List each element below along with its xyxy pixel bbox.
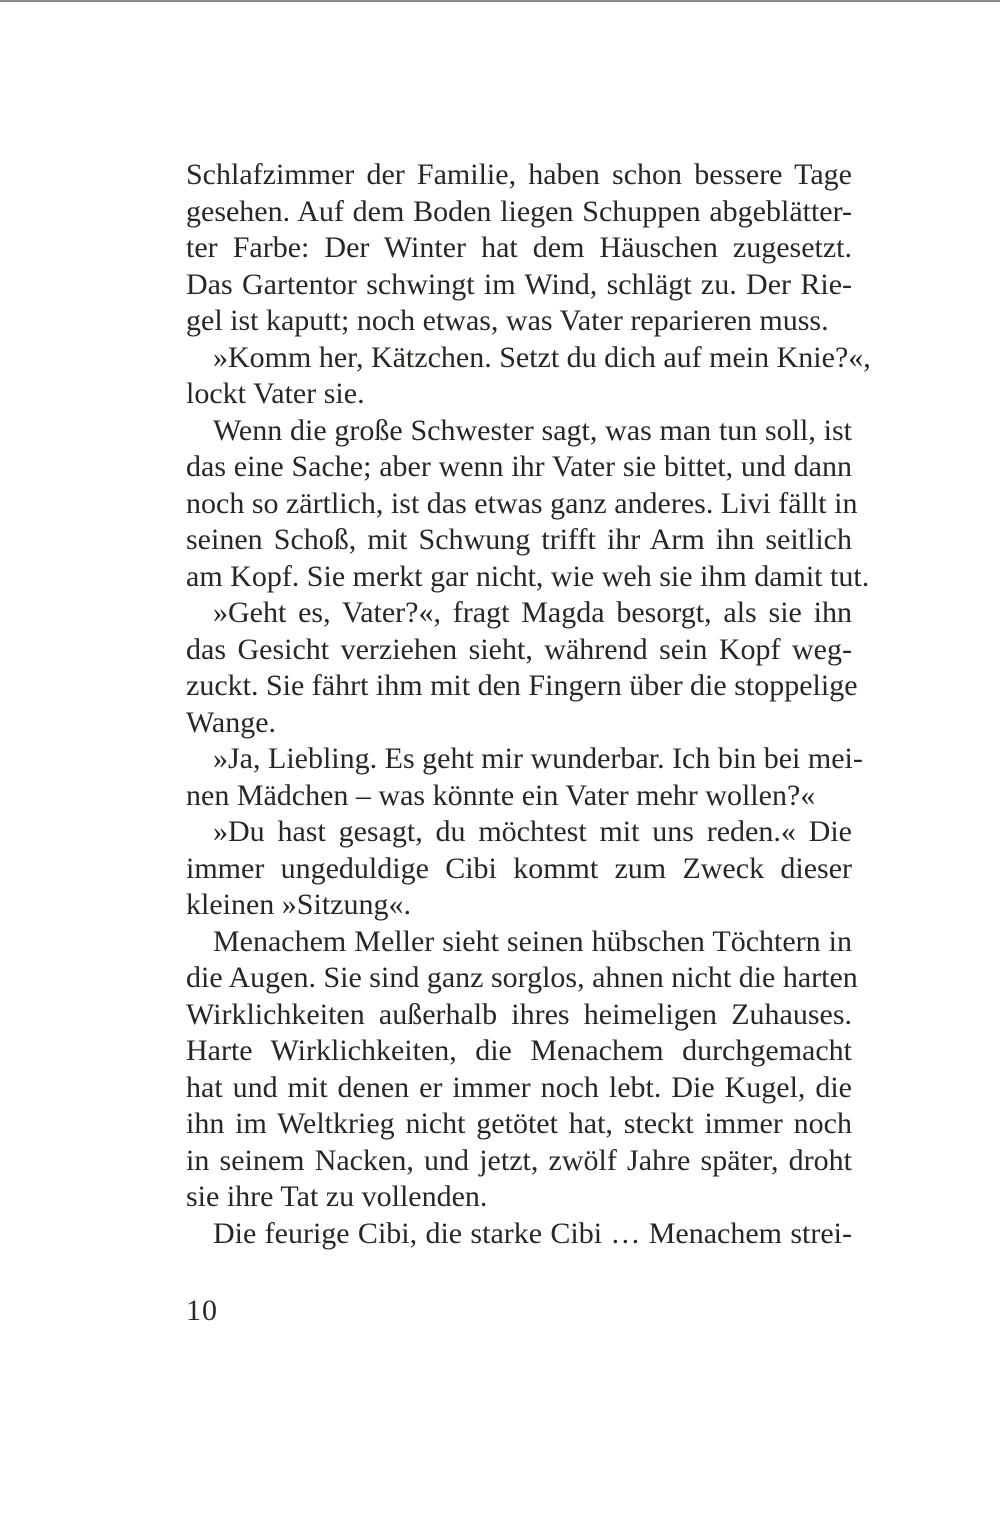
body-text [186,157,871,1252]
text-line: die Augen. Sie sind ganz sorglos, ahnen nicht die harten [186,961,858,994]
text-line: gel ist kaputt; noch etwas, was Vater reparieren muss. [186,304,829,337]
text-line: immer ungeduldige Cibi kommt zum Zweck dieser [186,851,852,885]
text-line: noch so zärtlich, ist das etwas ganz anderes. Livi fällt in [186,486,858,520]
page-number: 10 [186,1294,218,1327]
text-line: in seinem Nacken, und jetzt, zwölf Jahre später, droht [186,1143,852,1177]
text-line: seinen Schoß, mit Schwung trifft ihr Arm ihn seitlich [186,523,852,556]
text-line: gesehen. Auf dem Boden liegen Schuppen abgeblätter- [186,194,852,228]
text-line: Die feurige Cibi, die starke Cibi … Menachem strei- [213,1216,852,1250]
text-line: sie ihre Tat zu vollenden. [186,1180,488,1213]
text-line: kleinen »Sitzung«. [186,888,411,921]
text-line: Wirklichkeiten außerhalb ihres heimeligen Zuhauses. [186,997,852,1031]
text-line: nen Mädchen – was könnte ein Vater mehr wollen?« [186,778,816,812]
text-line: ter Farbe: Der Winter hat dem Häuschen zugesetzt. [186,231,852,264]
text-line: hat und mit denen er immer noch lebt. Die Kugel, die [186,1070,852,1104]
text-line: »Geht es, Vater?«, fragt Magda besorgt, als sie ihn [213,596,852,629]
text-line: zuckt. Sie fährt ihm mit den Fingern über die stoppelige [186,669,858,702]
text-line: das eine Sache; aber wenn ihr Vater sie bittet, und dann [186,450,852,483]
text-line: Harte Wirklichkeiten, die Menachem durchgemacht [186,1034,852,1067]
text-line: »Du hast gesagt, du möchtest mit uns reden.« Die [213,815,852,848]
text-line: lockt Vater sie. [186,377,365,410]
text-line: ihn im Weltkrieg nicht getötet hat, steckt immer noch [186,1107,852,1140]
text-line: Schlafzimmer der Familie, haben schon bessere Tage [186,158,852,191]
text-line: das Gesicht verziehen sieht, während sein Kopf weg- [186,632,852,666]
text-line: »Ja, Liebling. Es geht mir wunderbar. Ich bin bei mei- [213,742,863,775]
text-line: am Kopf. Sie merkt gar nicht, wie weh sie ihm damit tut. [186,559,870,593]
text-line: Wange. [186,705,277,739]
text-line: »Komm her, Kätzchen. Setzt du dich auf mein Knie?«, [213,340,871,374]
top-border-rule [0,0,1000,2]
text-line: Menachem Meller sieht seinen hübschen Töchtern in [213,924,852,958]
text-line: Das Gartentor schwingt im Wind, schlägt zu. Der Rie- [186,267,852,301]
text-line: Wenn die große Schwester sagt, was man tun soll, ist [213,413,852,447]
